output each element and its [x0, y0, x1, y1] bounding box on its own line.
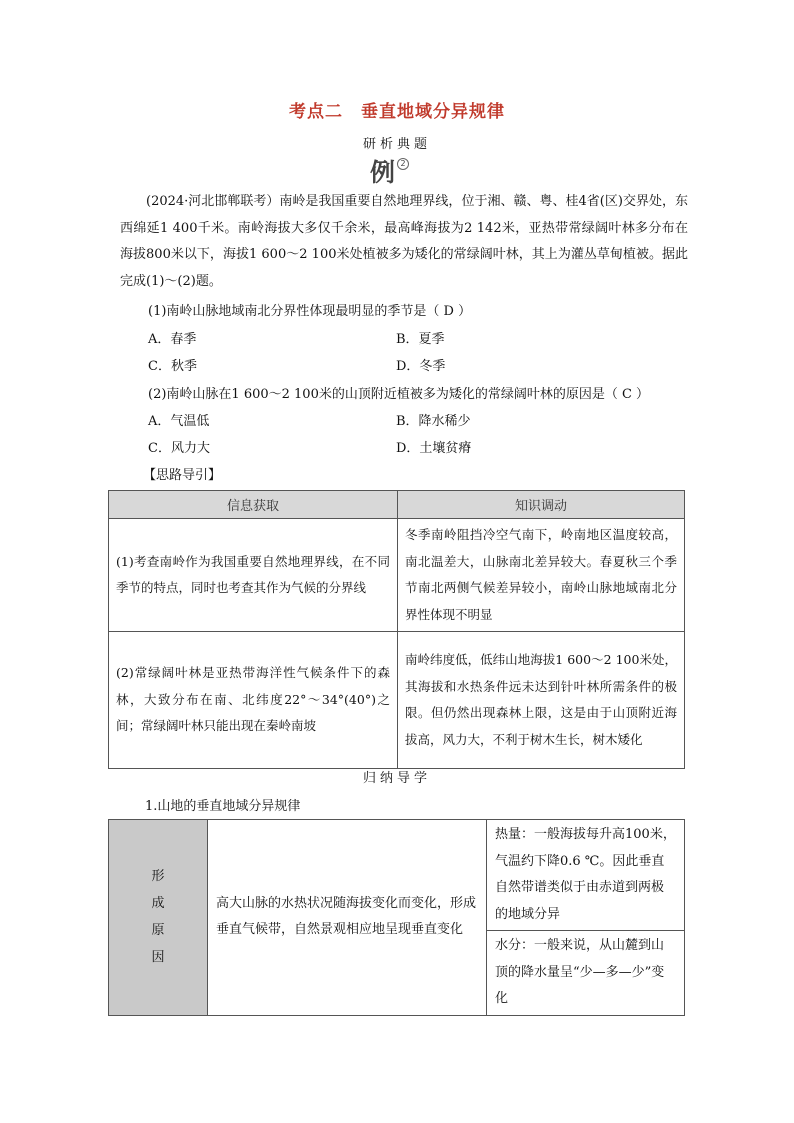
- table-row: [109, 519, 685, 632]
- head-char: 形: [151, 869, 165, 885]
- example-mark: [370, 153, 430, 185]
- law-table-head: [109, 820, 208, 1016]
- law-table: [108, 819, 685, 1016]
- q2-option-b: B．降水稀少: [396, 414, 471, 429]
- law-table-middle: 高大山脉的水热状况随海拔变化而变化，形成垂直气候带，自然景观相应地呈现垂直变化: [208, 820, 487, 1016]
- guide-row1-info: (1)考查南岭作为我国重要自然地理界线，在不同季节的特点，同时也考查其作为气候的分界线: [109, 519, 398, 632]
- example-badge-icon: 2: [397, 158, 409, 170]
- law-table-heat: 热量：一般海拔每升高100米，气温约下降0.6 ℃。因此垂直自然带谱类似于由赤道到两极的地域分异: [487, 820, 685, 931]
- law-table-water: 水分：一般来说，从山麓到山顶的降水量呈“少—多—少”变化: [487, 931, 685, 1016]
- guide-header-info: 信息获取: [109, 491, 398, 519]
- guide-header-knowledge: 知识调动: [398, 491, 685, 519]
- section-subtitle: 研析典题: [362, 137, 431, 152]
- question-2-stem: (2)南岭山脉在1 600～2 100米的山顶附近植被多为矮化的常绿阔叶林的原因是（ C ）: [148, 387, 650, 402]
- summary-subtitle: 1.山地的垂直地域分异规律: [145, 799, 301, 814]
- head-char: 原: [151, 923, 165, 939]
- q2-option-c: C．风力大: [148, 441, 210, 456]
- guide-row2-knowledge: 南岭纬度低，低纬山地海拔1 600～2 100米处，其海拔和水热条件远未达到针叶林所需条件的极限。但仍然出现森林上限，这是由于山顶附近海拔高，风力大，不利于树木生长，树木矮化: [398, 632, 685, 769]
- q1-option-c: C．秋季: [148, 359, 197, 374]
- guide-row1-knowledge: 冬季南岭阻挡冷空气南下，岭南地区温度较高，南北温差大，山脉南北差异较大。春夏秋三个季节南北两侧气候差异较小，南岭山脉地域南北分界性体现不明显: [398, 519, 685, 632]
- head-char: 因: [151, 950, 165, 966]
- page-title: 考点二 垂直地域分异规律: [289, 102, 505, 122]
- q2-option-d: D．土壤贫瘠: [396, 441, 472, 456]
- head-char: 成: [151, 896, 165, 912]
- q1-option-b: B．夏季: [396, 332, 445, 347]
- q1-option-a: A．春季: [148, 332, 197, 347]
- example-glyph: 例: [370, 158, 396, 187]
- table-row: [109, 632, 685, 769]
- q1-option-d: D．冬季: [396, 359, 446, 374]
- guide-row2-info: (2)常绿阔叶林是亚热带海洋性气候条件下的森林，大致分布在南、北纬度22°～34°(40°)之间；常绿阔叶林只能出现在秦岭南坡: [109, 632, 398, 769]
- q2-option-a: A．气温低: [148, 414, 210, 429]
- guide-table: [108, 490, 685, 769]
- summary-title: 归纳导学: [362, 771, 431, 786]
- guide-label: 【思路导引】: [143, 468, 222, 483]
- intro-paragraph: (2024·河北邯郸联考）南岭是我国重要自然地理界线，位于湘、赣、粤、桂4省(区)交界处，东西绵延1 400千米。南岭海拔大多仅千余米，最高峰海拔为2 142米，亚热带常绿阔叶林多分布在海拔800米以下，海拔1 600～2 100米处植被多为矮化的常绿阔叶林，其上为灌丛草甸植被。据此完成(1)～(2)题。: [120, 194, 688, 289]
- question-1-stem: (1)南岭山脉地域南北分界性体现最明显的季节是（ D ）: [148, 304, 472, 319]
